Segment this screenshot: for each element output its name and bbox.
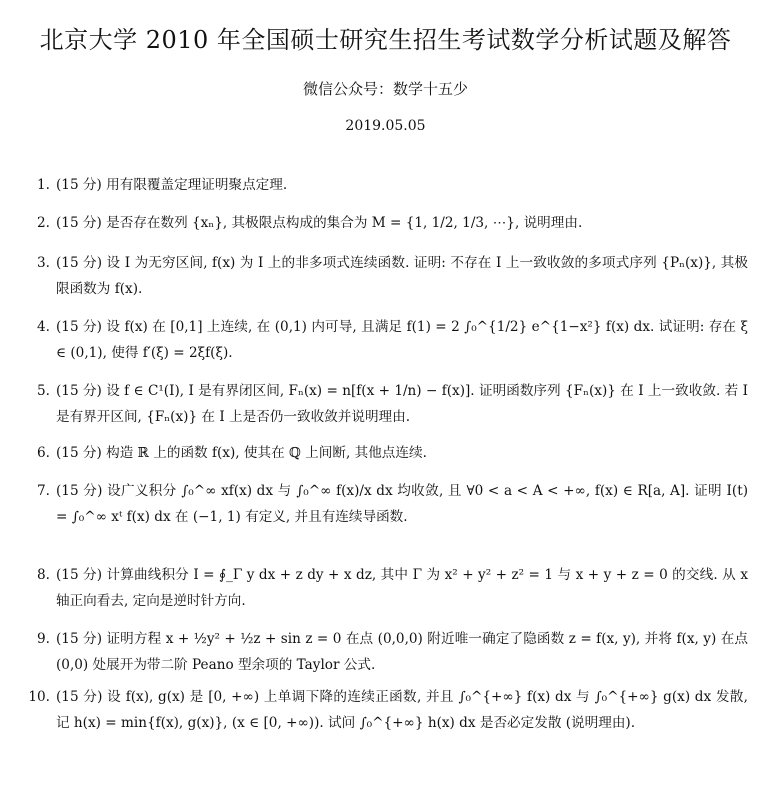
problem-text: (15 分) 证明方程 x + ½y² + ½z + sin z = 0 在点 (0,0,0) 附近唯一确定了隐函数 z = f(x, y), 并将 f(x, y) 在点 (0,0) 处展开为带二阶 Peano 型余项的 Taylor 公式. [56,631,748,673]
problem-number: 9. [37,631,50,647]
problem-text: (15 分) 设 f ∈ C¹(I), I 是有界闭区间, Fₙ(x) = n[f(x + 1/n) − f(x)]. 证明函数序列 {Fₙ(x)} 在 I 上一致收敛. 若 I 是有界开区间, {Fₙ(x)} 在 I 上是否仍一致收敛并说明理由. [56,383,748,425]
problem-text: (15 分) 用有限覆盖定理证明聚点定理. [56,177,288,193]
problem-number: 1. [37,177,50,193]
problem-2 [28,210,748,236]
problem-text: (15 分) 构造 ℝ 上的函数 f(x), 使其在 ℚ 上间断, 其他点连续. [56,445,427,461]
wechat-account: 微信公众号：数学十五少 [302,80,468,98]
problem-number: 3. [37,255,50,271]
problem-number: 10. [28,689,50,705]
problem-text: (15 分) 设 f(x), g(x) 是 [0, +∞) 上单调下降的连续正函数, 并且 ∫₀^{+∞} f(x) dx 与 ∫₀^{+∞} g(x) dx 发散, 记 h(x) = min{f(x), g(x)}, (x ∈ [0, +∞)). 试问 ∫₀^{+∞} h(x) dx 是否必定发散 (说明理由). [56,689,748,731]
problem-number: 4. [37,319,50,335]
problem-text: (15 分) 设广义积分 ∫₀^∞ xf(x) dx 与 ∫₀^∞ f(x)/x dx 均收敛, 且 ∀0 < a < A < +∞, f(x) ∈ R[a, A]. 证明 I(t) = ∫₀^∞ xᵗ f(x) dx 在 (−1, 1) 有定义, 并且有连续导函数. [56,483,748,525]
problem-number: 7. [37,483,50,499]
problem-text: (15 分) 计算曲线积分 I = ∮_Γ y dx + z dy + x dz, 其中 Γ 为 x² + y² + z² = 1 与 x + y + z = 0 的交线. 从 x 轴正向看去, 定向是逆时针方向. [56,567,748,609]
problem-3 [28,250,748,302]
problem-4 [28,314,748,366]
problem-5 [28,378,748,430]
problem-6 [28,440,748,466]
paper-date: 2019.05.05 [345,118,426,134]
problem-10 [28,684,748,736]
problem-8 [28,562,748,614]
problem-7 [28,478,748,530]
problem-number: 8. [37,567,50,583]
problem-text: (15 分) 设 f(x) 在 [0,1] 上连续, 在 (0,1) 内可导, 且满足 f(1) = 2 ∫₀^{1/2} e^{1−x²} f(x) dx. 试证明: 存在 ξ ∈ (0,1), 使得 f′(ξ) = 2ξf(ξ). [56,319,748,361]
problem-9 [28,626,748,678]
problem-text: (15 分) 设 I 为无穷区间, f(x) 为 I 上的非多项式连续函数. 证明: 不存在 I 上一致收敛的多项式序列 {Pₙ(x)}, 其极限函数为 f(x). [56,255,748,297]
problem-number: 5. [37,383,50,399]
problem-text: (15 分) 是否存在数列 {xₙ}, 其极限点构成的集合为 M = {1, 1/2, 1/3, ⋯}, 说明理由. [56,215,583,231]
problem-number: 6. [37,445,50,461]
problem-number: 2. [37,215,50,231]
problem-1 [28,172,748,198]
paper-title: 北京大学 2010 年全国硕士研究生招生考试数学分析试题及解答 [39,26,732,54]
